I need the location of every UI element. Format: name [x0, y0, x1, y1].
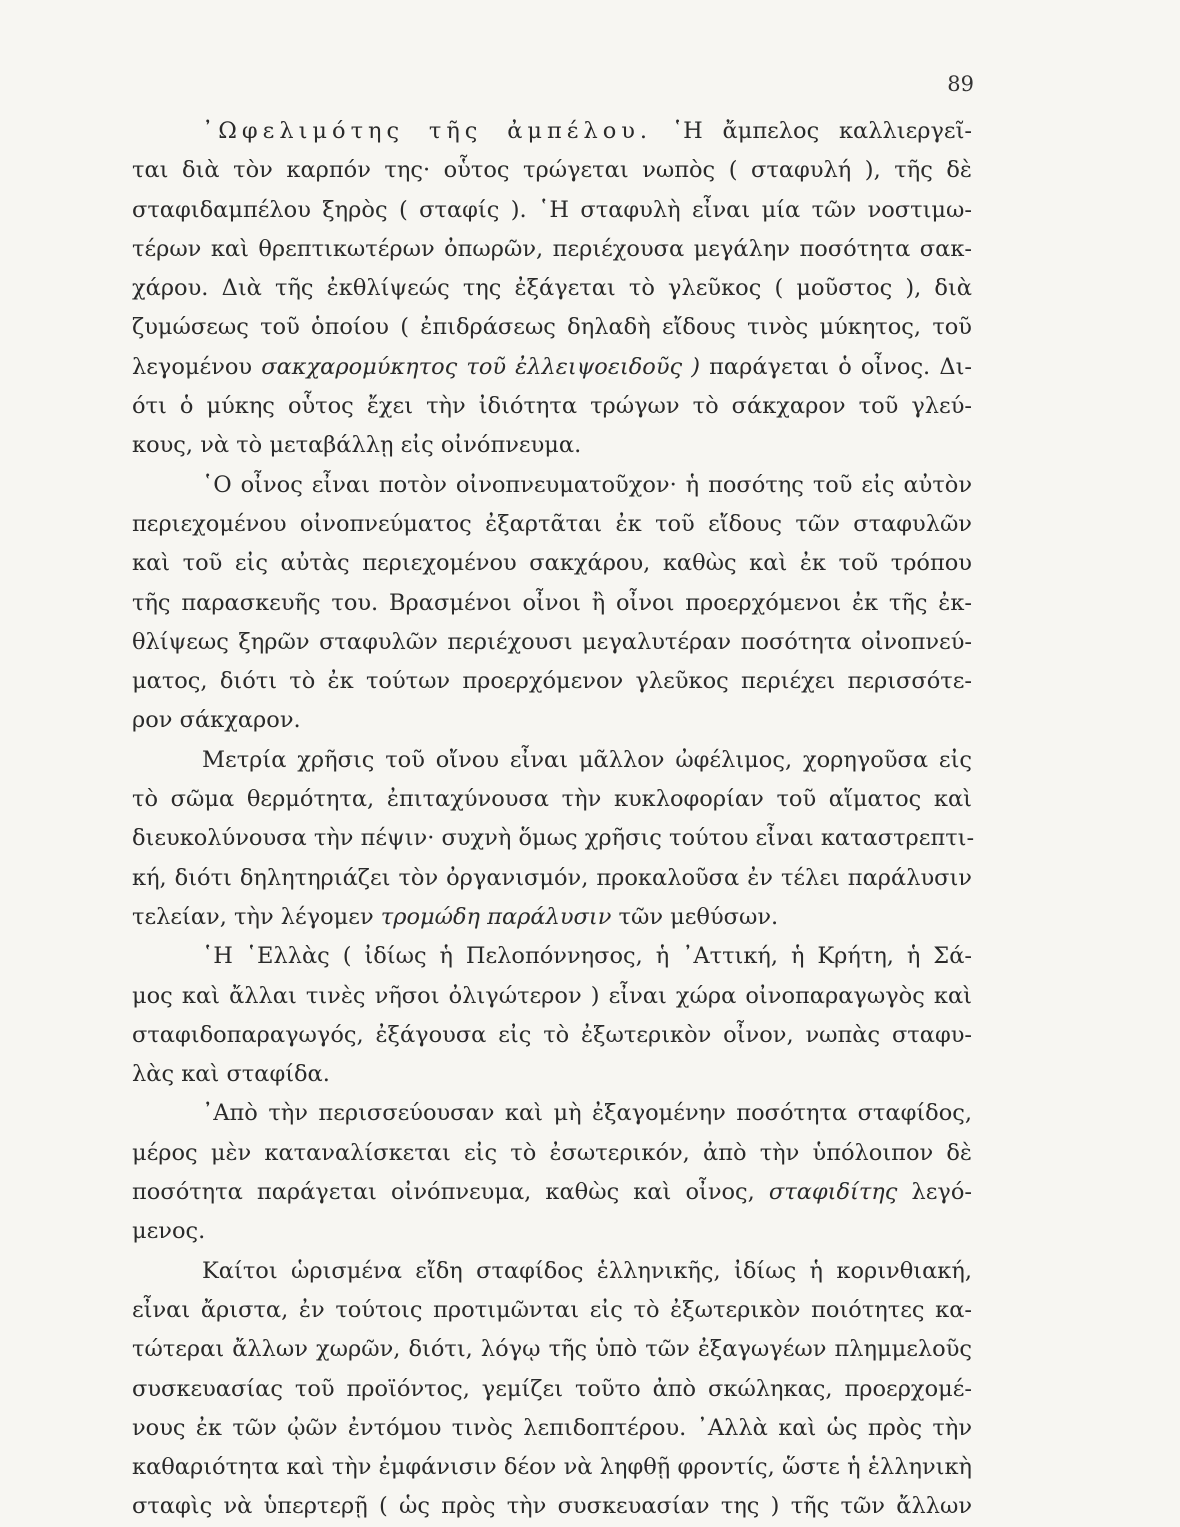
italic-term: σταφιδίτης	[768, 1179, 898, 1206]
paragraph-raisin-quality	[132, 1252, 972, 1527]
body-text	[132, 112, 975, 1527]
text-line: ζυμώσεως τοῦ ὁποίου ( ἐπιδράσεως δηλαδὴ εἴδους τινὸς μύκητος, τοῦ	[132, 314, 972, 341]
text-line: σταφιδοπαραγωγός, ἐξάγουσα εἰς τὸ ἐξωτερικὸν οἶνον, νωπὰς σταφυ-	[132, 1021, 972, 1048]
text-line: μενος.	[132, 1218, 206, 1245]
text-line: μέρος μὲν καταναλίσκεται εἰς τὸ ἐσωτερικόν, ἀπὸ τὴν ὑπόλοιπον δὲ	[132, 1139, 972, 1166]
text-line: τέρων καὶ θρεπτικωτέρων ὀπωρῶν, περιέχουσα μεγάλην ποσότητα σακ-	[132, 235, 972, 262]
text-line: χάρου. Διὰ τῆς ἐκθλίψεώς της ἐξάγεται τὸ γλεῦκος ( μοῦστος ), διὰ	[132, 275, 972, 302]
text-line: εἶναι ἄριστα, ἐν τούτοις προτιμῶνται εἰς τὸ ἐξωτερικὸν ποιότητες κα-	[132, 1296, 972, 1323]
text-line: συσκευασίας τοῦ προϊόντος, γεμίζει τοῦτο ἀπὸ σκώληκας, προερχομέ-	[132, 1375, 972, 1402]
section-heading: ᾿Ωφελιμότης τῆς ἀμπέλου.	[202, 118, 653, 144]
page-number: 89	[947, 72, 974, 96]
text-line: καὶ τοῦ εἰς αὐτὰς περιεχομένου σακχάρου, καθὼς καὶ ἐκ τοῦ τρόπου	[132, 550, 972, 577]
text-line: κους, νὰ τὸ μεταβάλλῃ εἰς οἰνόπνευμα.	[132, 432, 582, 459]
text-line: τὸ σῶμα θερμότητα, ἐπιταχύνουσα τὴν κυκλοφορίαν τοῦ αἵματος καὶ	[132, 786, 972, 813]
italic-term: τρομώδη παράλυσιν	[380, 903, 612, 930]
text-line: σταφιδαμπέλου ξηρὸς ( σταφίς ). ῾Η σταφυλὴ εἶναι μία τῶν νοστιμω-	[132, 196, 972, 223]
text-line: ᾿Ωφελιμότης τῆς ἀμπέλου. ῾Η ἄμπελος καλλιεργεῖ-	[202, 118, 972, 144]
text-line: ότι ὁ μύκης οὗτος ἔχει τὴν ἰδιότητα τρώγων τὸ σάκχαρον τοῦ γλεύ-	[132, 393, 972, 420]
text-line: καθαριότητα καὶ τὴν ἐμφάνισιν δέον νὰ ληφθῇ φροντίς, ὥστε ἡ ἑλληνικὴ	[132, 1454, 972, 1481]
text-line: τελείαν, τὴν λέγομεν τρομώδη παράλυσιν τῶν μεθύσων.	[132, 903, 779, 930]
text-line: λεγομένου σακχαρομύκητος τοῦ ἐλλειψοειδοῦς ) παράγεται ὁ οἶνος. Δι-	[132, 353, 972, 380]
text-line: κή, διότι δηλητηριάζει τὸν ὀργανισμόν, προκαλοῦσα ἐν τέλει παράλυσιν	[132, 864, 972, 891]
text-line: ρον σάκχαρον.	[132, 707, 301, 734]
text-line: ῾Η ῾Ελλὰς ( ἰδίως ἡ Πελοπόννησος, ἡ ᾿Αττική, ἡ Κρήτη, ἡ Σά-	[202, 943, 972, 970]
italic-term: σακχαρομύκητος τοῦ ἐλλειψοειδοῦς )	[261, 353, 700, 380]
text-line: θλίψεως ξηρῶν σταφυλῶν περιέχουσι μεγαλυτέραν ποσότητα οἰνοπνεύ-	[132, 628, 972, 655]
paragraph-surplus	[132, 1094, 972, 1251]
text-line: νους ἐκ τῶν ᾠῶν ἐντόμου τινὸς λεπιδοπτέρου. ᾿Αλλὰ καὶ ὡς πρὸς τὴν	[132, 1414, 972, 1441]
text-line: λὰς καὶ σταφίδα.	[132, 1061, 330, 1088]
text-line: ται διὰ τὸν καρπόν της· οὗτος τρώγεται νωπὸς ( σταφυλή ), τῆς δὲ	[132, 157, 972, 184]
text-line: περιεχομένου οἰνοπνεύματος ἐξαρτᾶται ἐκ τοῦ εἴδους τῶν σταφυλῶν	[132, 510, 972, 537]
paragraph-wine	[132, 466, 972, 741]
text-line: Μετρία χρῆσις τοῦ οἴνου εἶναι μᾶλλον ὠφέλιμος, χορηγοῦσα εἰς	[202, 746, 972, 773]
text-line: τῆς παρασκευῆς του. Βρασμένοι οἶνοι ἢ οἶνοι προερχόμενοι ἐκ τῆς ἐκ-	[132, 589, 972, 616]
paragraph-greece	[132, 937, 972, 1094]
text-line: ᾿Απὸ τὴν περισσεύουσαν καὶ μὴ ἐξαγομένην ποσότητα σταφίδος,	[202, 1100, 972, 1127]
text-line: τώτεραι ἄλλων χωρῶν, διότι, λόγῳ τῆς ὑπὸ τῶν ἐξαγωγέων πλημμελοῦς	[132, 1336, 972, 1363]
text-line: σταφὶς νὰ ὑπερτερῇ ( ὡς πρὸς τὴν συσκευασίαν της ) τῆς τῶν ἄλλων	[132, 1493, 972, 1520]
text-line: διευκολύνουσα τὴν πέψιν· συχνὴ ὅμως χρῆσις τούτου εἶναι καταστρεπτι-	[132, 825, 975, 852]
paragraph-grape-usefulness	[132, 112, 972, 466]
text-line: ποσότητα παράγεται οἰνόπνευμα, καθὼς καὶ οἶνος, σταφιδίτης λεγό-	[132, 1179, 972, 1206]
text-line: ῾Ο οἶνος εἶναι ποτὸν οἰνοπνευματοῦχον· ἡ ποσότης τοῦ εἰς αὐτὸν	[202, 471, 972, 498]
paragraph-moderate-use	[132, 741, 975, 937]
text-line: Καίτοι ὡρισμένα εἴδη σταφίδος ἑλληνικῆς, ἰδίως ἡ κορινθιακή,	[202, 1257, 972, 1284]
text-line: ματος, διότι τὸ ἐκ τούτων προερχόμενον γλεῦκος περιέχει περισσότε-	[132, 668, 972, 695]
text-line: μος καὶ ἄλλαι τινὲς νῆσοι ὀλιγώτερον ) εἶναι χώρα οἰνοπαραγωγὸς καὶ	[132, 982, 972, 1009]
